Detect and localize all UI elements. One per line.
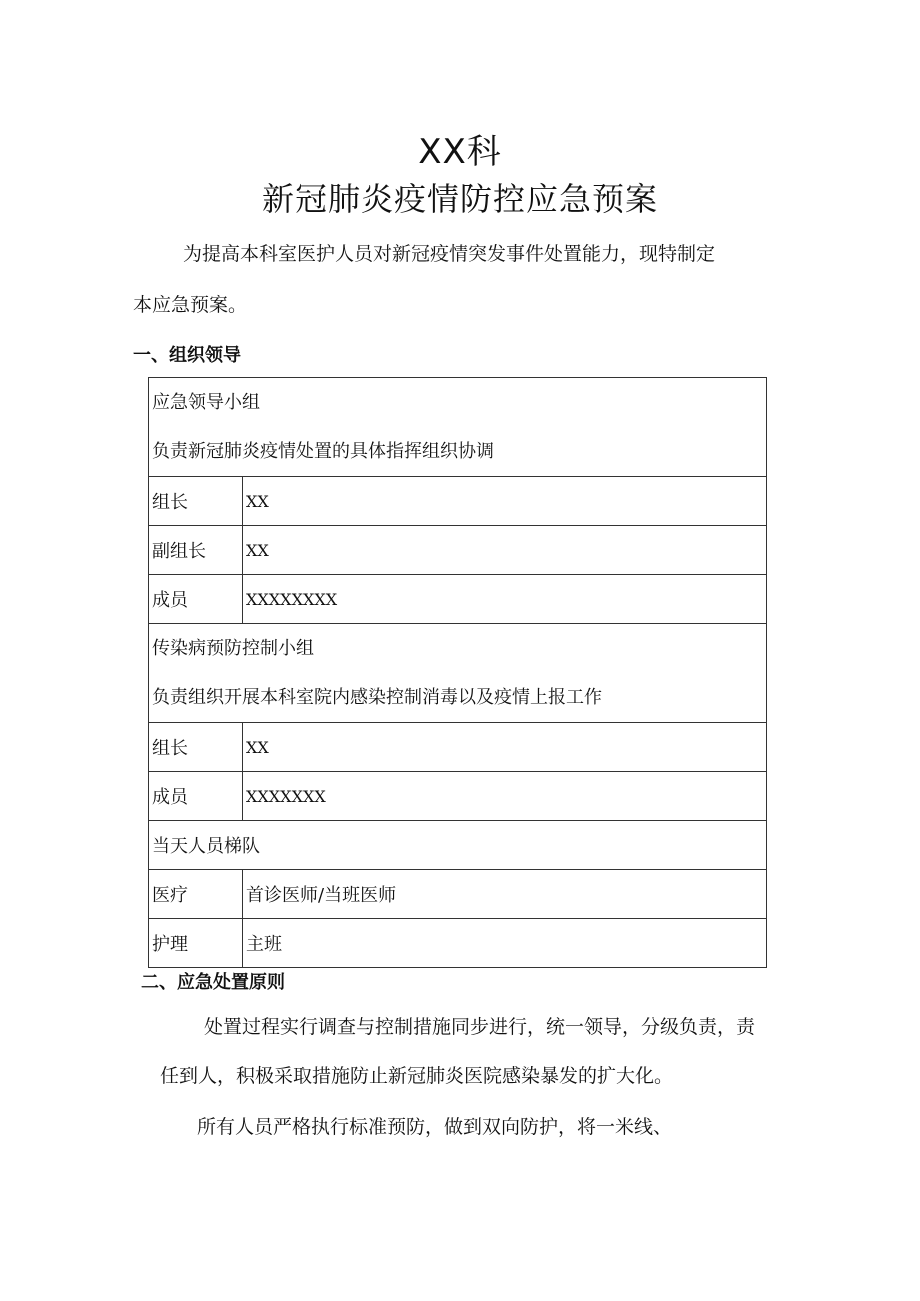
principles-paragraph-line-2: 任到人，积极采取措施防止新冠肺炎医院感染暴发的扩大化。 <box>160 1065 674 1087</box>
intro-paragraph-line-2: 本应急预案。 <box>133 294 248 316</box>
section-heading-organization: 一、组织领导 <box>133 345 241 366</box>
role-label: 组长 <box>149 723 243 772</box>
organization-table <box>148 377 767 968</box>
principles-paragraph-2-line-1: 所有人员严格执行标准预防，做到双向防护，将一米线、 <box>197 1116 673 1138</box>
role-label: 组长 <box>149 477 243 526</box>
table-row <box>149 378 767 477</box>
table-row <box>149 772 767 821</box>
principles-paragraph-line-1: 处置过程实行调查与控制措施同步进行，统一领导，分级负责，责 <box>204 1016 756 1038</box>
role-value: 首诊医师/当班医师 <box>243 870 767 919</box>
role-label: 成员 <box>149 772 243 821</box>
group-duty: 负责新冠肺炎疫情处置的具体指挥组织协调 <box>152 441 494 462</box>
table-row <box>149 624 767 723</box>
table-row <box>149 477 767 526</box>
document-title-department: XX科 <box>418 132 502 172</box>
role-value: XXXXXXX <box>243 772 767 821</box>
table-row <box>149 919 767 968</box>
role-value: 主班 <box>243 919 767 968</box>
role-value: XX <box>243 526 767 575</box>
group-duty: 负责组织开展本科室院内感染控制消毒以及疫情上报工作 <box>152 687 602 708</box>
section-heading-principles: 二、应急处置原则 <box>141 972 285 993</box>
group-header-cell <box>149 378 767 477</box>
role-value: XXXXXXXX <box>243 575 767 624</box>
role-label: 成员 <box>149 575 243 624</box>
role-label: 副组长 <box>149 526 243 575</box>
table-row <box>149 821 767 870</box>
group-name: 应急领导小组 <box>152 392 260 413</box>
intro-paragraph-line-1: 为提高本科室医护人员对新冠疫情突发事件处置能力，现特制定 <box>183 243 716 265</box>
table-row <box>149 526 767 575</box>
group-header-cell <box>149 624 767 723</box>
table-row <box>149 870 767 919</box>
group-name: 当天人员梯队 <box>149 821 767 870</box>
role-label: 护理 <box>149 919 243 968</box>
document-title: 新冠肺炎疫情防控应急预案 <box>261 180 658 218</box>
role-label: 医疗 <box>149 870 243 919</box>
role-value: XX <box>243 477 767 526</box>
table-row <box>149 575 767 624</box>
role-value: XX <box>243 723 767 772</box>
table-row <box>149 723 767 772</box>
group-name: 传染病预防控制小组 <box>152 638 314 659</box>
